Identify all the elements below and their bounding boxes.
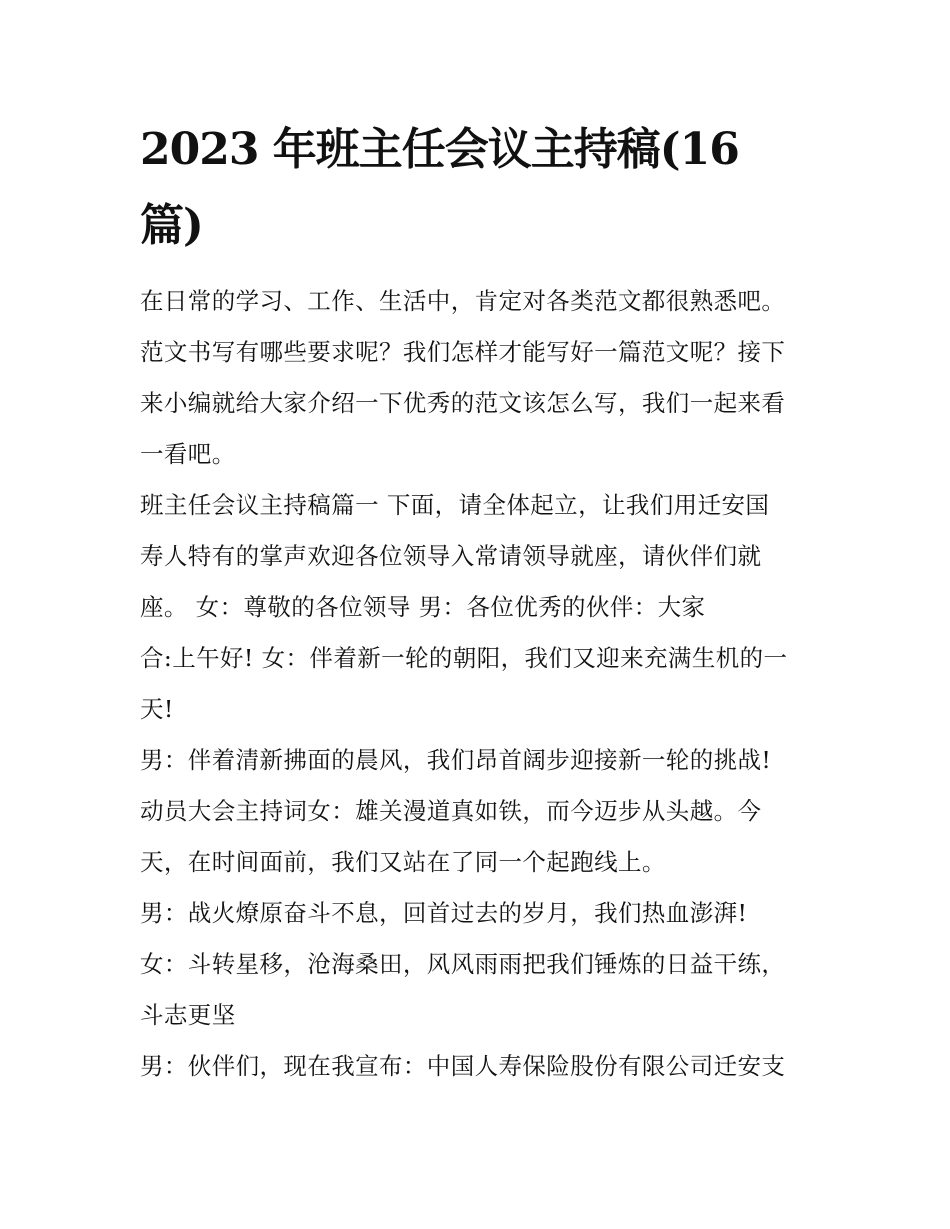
body-line: 男：伴着清新拂面的晨风，我们昂首阔步迎接新一轮的挑战! — [140, 746, 772, 774]
body-line: 寿人特有的掌声欢迎各位领导入常请领导就座，请伙伴们就 — [140, 542, 762, 570]
body-line: 合:上午好! 女：伴着新一轮的朝阳，我们又迎来充满生机的一 — [140, 644, 788, 672]
body-line: 天! — [140, 695, 174, 723]
body-line: 范文书写有哪些要求呢？我们怎样才能写好一篇范文呢？接下 — [140, 338, 786, 366]
title-line: 篇) — [140, 200, 203, 251]
body-line: 班主任会议主持稿篇一 下面，请全体起立，让我们用迁安国 — [140, 491, 770, 519]
title-line: 2023 年班主任会议主持稿(16 — [140, 124, 739, 175]
body-line: 一看吧。 — [140, 440, 236, 468]
body-line: 在日常的学习、工作、生活中，肯定对各类范文都很熟悉吧。 — [140, 287, 786, 315]
body-line: 斗志更坚 — [140, 1001, 236, 1029]
body-line: 男：伙伴们，现在我宣布：中国人寿保险股份有限公司迁安支 — [140, 1052, 786, 1080]
body-line: 动员大会主持词女：雄关漫道真如铁，而今迈步从头越。今 — [140, 797, 762, 825]
body-line: 来小编就给大家介绍一下优秀的范文该怎么写，我们一起来看 — [140, 389, 786, 417]
body-line: 天，在时间面前，我们又站在了同一个起跑线上。 — [140, 848, 666, 876]
body-line: 女：斗转星移，沧海桑田，风风雨雨把我们锤炼的日益干练， — [140, 950, 786, 978]
body-line: 座。 女：尊敬的各位领导 男：各位优秀的伙伴：大家 — [140, 593, 706, 621]
body-line: 男：战火燎原奋斗不息，回首过去的岁月，我们热血澎湃! — [140, 899, 748, 927]
document-body — [140, 276, 830, 1092]
document-title — [140, 112, 820, 264]
